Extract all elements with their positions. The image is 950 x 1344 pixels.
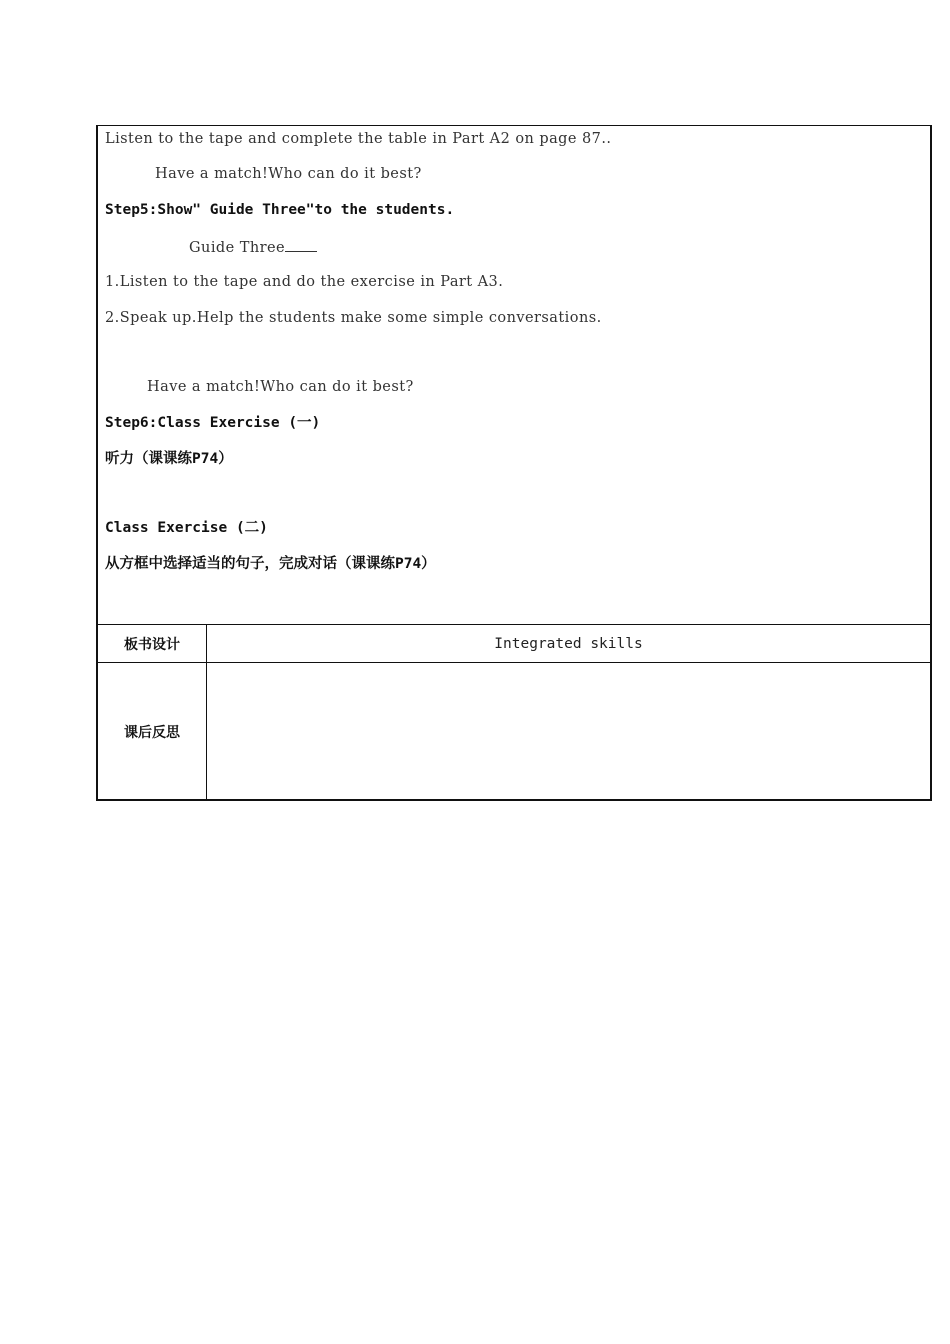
- reflection-content: [207, 663, 930, 800]
- class-exercise-2-heading: Class Exercise (二): [105, 520, 268, 536]
- board-design-row: [98, 625, 930, 663]
- listening-exercise: 听力（课课练P74）: [105, 451, 233, 467]
- board-design-content: Integrated skills: [494, 635, 643, 652]
- reflection-label: 课后反思: [98, 663, 207, 800]
- guide-three-label: Guide Three: [189, 240, 286, 256]
- lesson-plan-table: [96, 125, 932, 801]
- step6-heading: Step6:Class Exercise (一): [105, 415, 321, 431]
- step5-heading: Step5:Show" Guide Three"to the students.: [105, 202, 455, 218]
- guide-three-item-2: 2.Speak up.Help the students make some simple conversations.: [105, 310, 602, 326]
- lesson-steps-cell: [98, 126, 930, 625]
- reflection-row: [98, 663, 930, 800]
- guide-three-item-1: 1.Listen to the tape and do the exercise in Part A3.: [105, 274, 504, 290]
- board-design-label: 板书设计: [98, 625, 207, 662]
- match-prompt-1: Have a match!Who can do it best?: [155, 166, 422, 182]
- guide-three-title: [189, 237, 317, 257]
- answer-blank: [285, 237, 317, 252]
- match-prompt-2: Have a match!Who can do it best?: [147, 379, 414, 395]
- dialogue-exercise: 从方框中选择适当的句子，完成对话（课课练P74）: [105, 556, 436, 572]
- instruction-listen-table: Listen to the tape and complete the table in Part A2 on page 87..: [105, 131, 612, 147]
